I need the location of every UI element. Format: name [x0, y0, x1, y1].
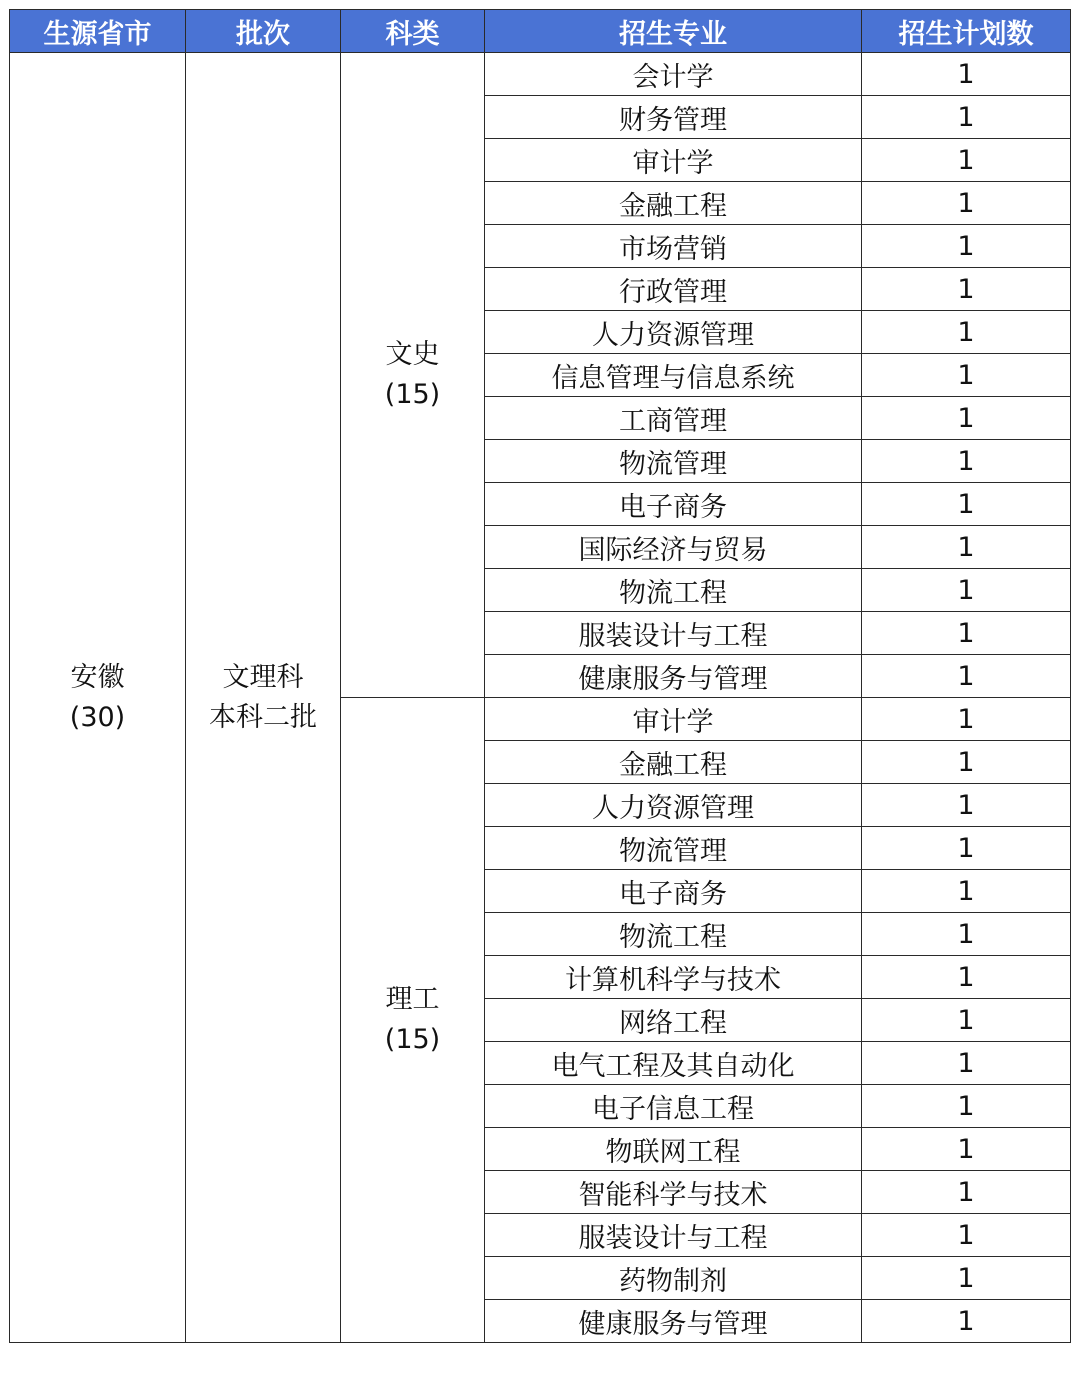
plan-count-cell: 1 — [862, 139, 1071, 182]
header-major: 招生专业 — [485, 10, 862, 53]
plan-count-cell: 1 — [862, 612, 1071, 655]
major-cell: 电子信息工程 — [485, 1085, 862, 1128]
plan-count-cell: 1 — [862, 440, 1071, 483]
plan-count-cell: 1 — [862, 1300, 1071, 1343]
table-body — [10, 53, 1071, 1343]
table-row — [10, 53, 1071, 96]
major-cell: 智能科学与技术 — [485, 1171, 862, 1214]
major-cell: 电子商务 — [485, 483, 862, 526]
major-cell: 行政管理 — [485, 268, 862, 311]
plan-count-cell: 1 — [862, 1214, 1071, 1257]
major-cell: 物流管理 — [485, 440, 862, 483]
major-cell: 电气工程及其自动化 — [485, 1042, 862, 1085]
major-cell: 服装设计与工程 — [485, 612, 862, 655]
plan-count-cell: 1 — [862, 1257, 1071, 1300]
category-count: (15) — [384, 379, 441, 410]
province-name: 安徽 — [70, 661, 125, 693]
enrollment-plan-table — [9, 9, 1071, 1343]
batch-cell — [186, 53, 341, 1343]
plan-count-cell: 1 — [862, 96, 1071, 139]
major-cell: 财务管理 — [485, 96, 862, 139]
batch-line-1: 文理科 — [222, 661, 304, 693]
plan-count-cell: 1 — [862, 1085, 1071, 1128]
major-cell: 电子商务 — [485, 870, 862, 913]
major-cell: 服装设计与工程 — [485, 1214, 862, 1257]
major-cell: 物流管理 — [485, 827, 862, 870]
plan-count-cell: 1 — [862, 354, 1071, 397]
major-cell: 药物制剂 — [485, 1257, 862, 1300]
plan-count-cell: 1 — [862, 268, 1071, 311]
category-count: (15) — [384, 1024, 441, 1055]
header-province: 生源省市 — [10, 10, 186, 53]
major-cell: 金融工程 — [485, 182, 862, 225]
plan-count-cell: 1 — [862, 1042, 1071, 1085]
plan-count-cell: 1 — [862, 569, 1071, 612]
category-cell — [341, 53, 485, 698]
major-cell: 工商管理 — [485, 397, 862, 440]
major-cell: 健康服务与管理 — [485, 655, 862, 698]
major-cell: 会计学 — [485, 53, 862, 96]
major-cell: 健康服务与管理 — [485, 1300, 862, 1343]
header-batch: 批次 — [186, 10, 341, 53]
plan-count-cell: 1 — [862, 53, 1071, 96]
plan-count-cell: 1 — [862, 870, 1071, 913]
header-category: 科类 — [341, 10, 485, 53]
header-row — [10, 10, 1071, 53]
major-cell: 计算机科学与技术 — [485, 956, 862, 999]
plan-count-cell: 1 — [862, 698, 1071, 741]
province-cell — [10, 53, 186, 1343]
plan-count-cell: 1 — [862, 526, 1071, 569]
plan-count-cell: 1 — [862, 827, 1071, 870]
major-cell: 人力资源管理 — [485, 311, 862, 354]
plan-count-cell: 1 — [862, 655, 1071, 698]
plan-count-cell: 1 — [862, 311, 1071, 354]
major-cell: 市场营销 — [485, 225, 862, 268]
major-cell: 审计学 — [485, 698, 862, 741]
province-count: (30) — [69, 701, 126, 733]
major-cell: 人力资源管理 — [485, 784, 862, 827]
plan-count-cell: 1 — [862, 913, 1071, 956]
major-cell: 物流工程 — [485, 569, 862, 612]
plan-count-cell: 1 — [862, 1171, 1071, 1214]
category-cell — [341, 698, 485, 1343]
major-cell: 国际经济与贸易 — [485, 526, 862, 569]
major-cell: 金融工程 — [485, 741, 862, 784]
plan-count-cell: 1 — [862, 741, 1071, 784]
plan-count-cell: 1 — [862, 999, 1071, 1042]
plan-count-cell: 1 — [862, 784, 1071, 827]
plan-count-cell: 1 — [862, 397, 1071, 440]
plan-count-cell: 1 — [862, 182, 1071, 225]
category-name: 文史 — [385, 339, 440, 370]
major-cell: 物流工程 — [485, 913, 862, 956]
plan-count-cell: 1 — [862, 956, 1071, 999]
major-cell: 网络工程 — [485, 999, 862, 1042]
major-cell: 审计学 — [485, 139, 862, 182]
header-plan-count: 招生计划数 — [862, 10, 1071, 53]
major-cell: 物联网工程 — [485, 1128, 862, 1171]
plan-count-cell: 1 — [862, 1128, 1071, 1171]
plan-count-cell: 1 — [862, 483, 1071, 526]
batch-line-2: 本科二批 — [209, 701, 317, 733]
category-name: 理工 — [385, 984, 440, 1015]
plan-count-cell: 1 — [862, 225, 1071, 268]
major-cell: 信息管理与信息系统 — [485, 354, 862, 397]
